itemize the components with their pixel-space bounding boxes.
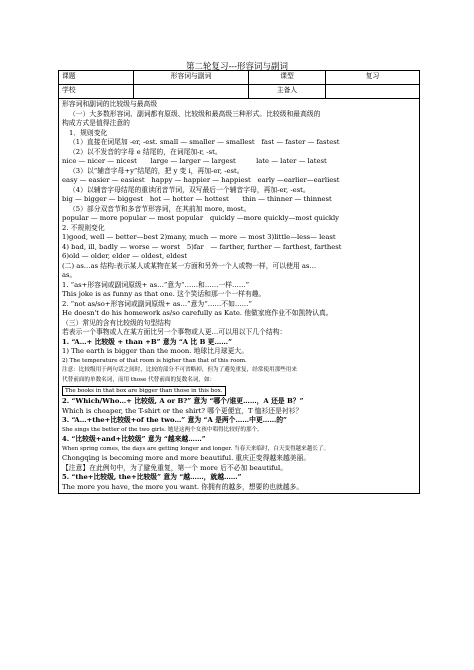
content-cell (59, 99, 420, 494)
text-line: （3）以“辅音字母+y”结尾的，把 y 变 i，再加-er, -est。 (69, 166, 244, 175)
text-line: 若表示一个事物或人在某方面比另一个事物或人更…可以用以下几个结构： (62, 328, 287, 336)
text-line: （4）以辅音字母结尾的重读闭音节词，双写最后一个辅音字母，再加-er, -est。 (69, 185, 310, 194)
text-line: （一）大多数形容词、副词都有原级、比较级和最高级三种形式。比较级和最高级的 (69, 109, 321, 118)
label-topic: 课题 (59, 71, 134, 85)
text-line: as。 (62, 271, 77, 279)
text-line: The more you have, the more you want. 你拥有的越多，想要的也就越多。 (62, 482, 304, 491)
text-line: （三）常见的含有比较级的句型结构 (62, 318, 171, 327)
text-line: 4) bad, ill, badly — worse — worst 5)far — farther, further — farthest, farthest (62, 242, 342, 251)
note-line: 【注意】在此例句中，为了避免重复，第一个 more 后不必加 beautiful。 (62, 463, 287, 472)
text-line: （1）直接在词尾加 -er, -est. small — smaller — smallest fast — faster — fastest (69, 138, 340, 146)
section-heading: 形容词和副词的比较级与最高级 (62, 100, 158, 108)
value-school (134, 85, 249, 99)
note-line: 代替前面的单数名词，而用 those 代替前面的复数名词，如： (62, 376, 216, 383)
pattern-heading: 5. “the+比较级, the+比较级” 意为 “越……，就越……” (62, 473, 242, 481)
pattern-heading: 1. “A…+ 比较级 + than +B” 意为 “A 比 B 更……” (62, 337, 232, 346)
example-box: The books in that box are bigger than those in this box. (62, 386, 226, 396)
label-lesson-type: 课型 (249, 71, 326, 85)
text-line: （5）部分双音节和多音节形容词，在其前加 more, most。 (69, 204, 251, 213)
value-topic: 形容词与副词 (134, 71, 249, 85)
text-line: nice — nicer — nicest large — larger — largest late — later — latest (62, 157, 327, 165)
text-line: He doesn't do his homework as/so carefully as Kate. 他做家庭作业不如凯特认真。 (62, 309, 333, 317)
text-line: 6)old — older, elder — oldest, eldest (62, 252, 188, 260)
text-line: 1. “as+形容词或副词原级+ as…”意为“……和……一样……” (62, 280, 250, 289)
pattern-heading: 3. “A…+the+比较级+of the two…” 意为 “A 是两个……中更……的” (62, 416, 287, 424)
pattern-heading: 4. “比较级+and+比较级” 意为 “越来越……” (62, 435, 206, 443)
text-line: 2. “not as/so+形容词或副词原级+ as…”意为“……不如……” (62, 299, 252, 308)
text-line: 2) The temperature of that room is higher than that of this room. (62, 357, 247, 364)
text-line: (二) as…as 结构:表示某人或某物在某一方面和另外一个人或物一样，可以使用 as… (62, 261, 317, 270)
lesson-table (58, 70, 420, 494)
text-line: Chongqing is becoming more and more beautiful. 重庆正变得越来越美丽。 (62, 454, 311, 462)
text-line: She sings the better of the two girls. 她是这两个女孩中唱得比较好的那个。 (62, 426, 263, 433)
text-line: Which is cheaper, the T-shirt or the shirt? 哪个更便宜，T 恤衫还是衬衫？ (62, 406, 303, 415)
value-lesson-type: 复习 (326, 71, 420, 85)
text-line: （2）以不发音的字母 e 结尾的，在词尾加-r, -st。 (69, 147, 222, 156)
text-line: 1)good, well — better—best 2)many, much — more — most 3)little—less— least (62, 233, 336, 241)
text-line: popular — more popular — most popular quickly —more quickly—most quickly (62, 214, 340, 222)
text-line: big — bigger — biggest hot — hotter — hottest thin — thinner — thinnest (62, 195, 332, 203)
text-line: When spring comes, the days are getting longer and longer. 当春天来临时，白天变得越来越长了。 (62, 445, 330, 452)
text-line: 1) The earth is bigger than the moon. 地球比月球更大。 (62, 347, 248, 355)
label-preparer: 主备人 (249, 85, 326, 99)
content-row (59, 99, 420, 494)
value-preparer (326, 85, 420, 99)
text-line: 2. 不规则变化 (62, 223, 105, 232)
text-line: 构成方式是值得注意的 (62, 119, 130, 127)
note-line: 注意：比较级用于两句话之间时，比较的部分不可省略掉，但为了避免重复，经常使用那些用来 (62, 367, 297, 373)
text-line: 1．规则变化 (69, 128, 108, 137)
label-school: 学校 (59, 85, 134, 99)
pattern-heading: 2. “Which/Who…+ 比较级, A or B?” 意为 “哪个/谁更……，A 还是 B？” (62, 397, 304, 405)
header-row-2 (59, 85, 420, 99)
header-row-1 (59, 71, 420, 85)
text-line: easy — easier — easiest happy — happier — happiest early —earlier—earliest (62, 176, 340, 184)
text-line: This joke is as funny as that one. 这个笑话和那一个一样有趣。 (62, 290, 266, 298)
page-title: 第二轮复习---形容词与副词 (185, 62, 289, 72)
